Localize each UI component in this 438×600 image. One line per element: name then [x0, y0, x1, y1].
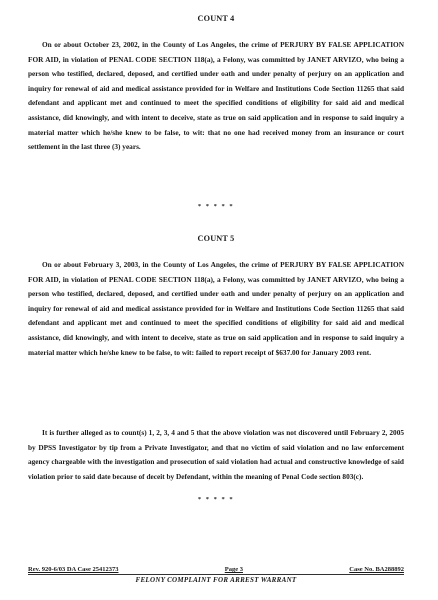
section-separator: * * * * * [197, 496, 235, 503]
footer-row [28, 566, 404, 575]
count-5-heading: COUNT 5 [197, 234, 235, 243]
count-5-body [28, 258, 404, 360]
further-allegation-paragraph: It is further alleged as to count(s) 1, 2, 3, 4 and 5 that the above violation was not discovered until February 2, 2005 by DPSS Investigator by tip from a Private Investigator, and that no victim of said violation and no law enforcement agency chargeable with the investigation and prosecution of said violation had actual and constructive knowledge of said violation prior to said date because of deceit by Defendant, within the meaning of Penal Code section 803(c). [28, 428, 404, 481]
count-5-paragraph: On or about February 3, 2003, in the County of Los Angeles, the crime of PERJURY BY FALSE APPLICATION FOR AID, in violation of PENAL CODE SECTION 118(a), a Felony, was committed by JANET ARVIZO, who being a person who testified, declared, deposed, and certified under oath and under penalty of perjury on an application and inquiry for renewal of aid and medical assistance provided for in Welfare and Institutions Code Section 11265 that said defendant and applicant met and continued to meet the specified conditions of eligibility for said aid and medical assistance, did knowingly, and with intent to deceive, state as true on said application and in response to said inquiry a material matter which he/she knew to be false, to wit: failed to report receipt of $637.00 for January 2003 rent. [28, 260, 404, 357]
count-4-paragraph: On or about October 23, 2002, in the County of Los Angeles, the crime of PERJURY BY FALSE APPLICATION FOR AID, in violation of PENAL CODE SECTION 118(a), a Felony, was committed by JANET ARVIZO, who being a person who testified, declared, deposed, and certified under oath and under penalty of perjury on an application and inquiry for renewal of aid and medical assistance provided for in Welfare and Institutions Code Section 11265 that said defendant and applicant met and continued to meet the specified conditions of eligibility for said aid and medical assistance, did knowingly, and with intent to deceive, state as true on said application and in response to said inquiry a material matter which he/she knew to be false, to wit: that no one had received money from an insurance or court settlement in the last three (3) years. [28, 40, 404, 152]
section-separator: * * * * * [197, 203, 235, 210]
further-allegation-body [28, 426, 404, 484]
count-4-heading: COUNT 4 [197, 14, 235, 23]
page-footer [28, 566, 404, 584]
count-4-body [28, 38, 404, 155]
page-number: Page 3 [224, 566, 243, 573]
document-title: FELONY COMPLAINT FOR ARREST WARRANT [135, 576, 297, 584]
case-number: Case No. BA288892 [349, 566, 404, 573]
form-number: Rev. 920-6/03 DA Case 25412373 [28, 566, 119, 573]
